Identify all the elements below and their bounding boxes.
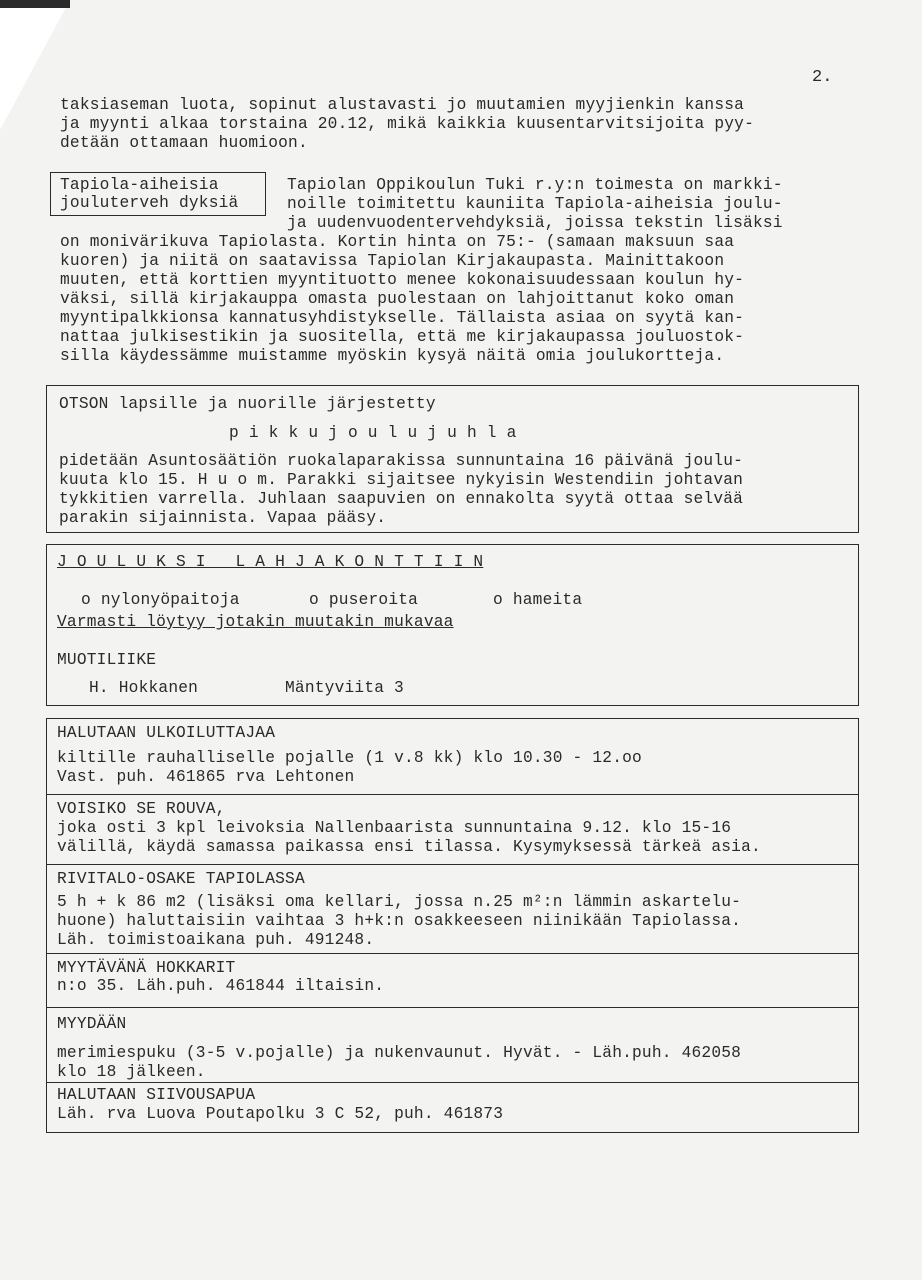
intro-line: ja myynti alkaa torstaina 20.12, mikä kaikkia kuusentarvitsijoita pyy- bbox=[60, 115, 754, 133]
tapiola-line: muuten, että korttien myyntituotto menee kokonaisuudessaan koulun hy- bbox=[60, 271, 745, 289]
ad-title: VOISIKO SE ROUVA, bbox=[57, 800, 226, 818]
tapiola-line: noille toimitettu kauniita Tapiola-aiheisia joulu- bbox=[287, 195, 783, 213]
tapiola-line: on monivärikuva Tapiolasta. Kortin hinta on 75:- (samaan maksuun saa bbox=[60, 233, 735, 251]
tapiola-line: silla käydessämme muistamme myöskin kysyä näitä omia joulukortteja. bbox=[60, 347, 725, 365]
ad-line: joka osti 3 kpl leivoksia Nallenbaarista sunnuntaina 9.12. klo 15-16 bbox=[57, 819, 732, 837]
otso-box bbox=[46, 385, 859, 533]
otso-line: tykkitien varrella. Juhlaan saapuvien on ennakolta syytä ottaa selvää bbox=[59, 490, 744, 508]
ad-line: 5 h + k 86 m2 (lisäksi oma kellari, jossa n.25 m²:n lämmin askartelu- bbox=[57, 893, 742, 911]
shop-owner: H. Hokkanen bbox=[89, 679, 199, 697]
ad-divider bbox=[47, 864, 858, 865]
tapiola-line: väksi, sillä kirjakauppa omasta puolestaan on lahjoittanut koko oman bbox=[60, 290, 735, 308]
ad-line: Läh. toimistoaikana puh. 491248. bbox=[57, 931, 375, 949]
ad-title: RIVITALO-OSAKE TAPIOLASSA bbox=[57, 870, 305, 888]
ad-title: MYYTÄVÄNÄ HOKKARIT bbox=[57, 959, 236, 977]
ad-line: Vast. puh. 461865 rva Lehtonen bbox=[57, 768, 355, 786]
ad-line: huone) haluttaisiin vaihtaa 3 h+k:n osakkeeseen niinikään Tapiolassa. bbox=[57, 912, 742, 930]
ad-line: kiltille rauhalliselle pojalle (1 v.8 kk) klo 10.30 - 12.oo bbox=[57, 749, 642, 767]
tapiola-heading-box bbox=[50, 172, 266, 216]
ad-divider bbox=[47, 1007, 858, 1008]
otso-line: kuuta klo 15. H u o m. Parakki sijaitsee nykyisin Westendiin johtavan bbox=[59, 471, 744, 489]
lahja-box bbox=[46, 544, 859, 706]
otso-line: pidetään Asuntosäätiön ruokalaparakissa sunnuntaina 16 päivänä joulu- bbox=[59, 452, 744, 470]
ad-line: välillä, käydä samassa paikassa ensi tilassa. Kysymyksessä tärkeä asia. bbox=[57, 838, 761, 856]
intro-line: detään ottamaan huomioon. bbox=[60, 134, 308, 152]
lahja-item: o puseroita bbox=[309, 591, 419, 609]
ad-title: MYYDÄÄN bbox=[57, 1015, 127, 1033]
ad-line: n:o 35. Läh.puh. 461844 iltaisin. bbox=[57, 977, 385, 995]
lahja-tagline: Varmasti löytyy jotakin muutakin mukavaa bbox=[57, 613, 454, 631]
tapiola-line: kuoren) ja niitä on saatavissa Tapiolan Kirjakaupasta. Mainittakoon bbox=[60, 252, 725, 270]
otso-title: p i k k u j o u l u j u h l a bbox=[229, 424, 517, 442]
ad-divider bbox=[47, 953, 858, 954]
ad-line: Läh. rva Luova Poutapolku 3 C 52, puh. 461873 bbox=[57, 1105, 504, 1123]
ad-divider bbox=[47, 794, 858, 795]
lahja-item: o hameita bbox=[493, 591, 583, 609]
ad-divider bbox=[47, 1082, 858, 1083]
otso-intro: OTSON lapsille ja nuorille järjestetty bbox=[59, 395, 436, 413]
tapiola-line: Tapiolan Oppikoulun Tuki r.y:n toimesta on markki- bbox=[287, 176, 783, 194]
tapiola-line: nattaa julkisestikin ja suositella, että me kirjakaupassa jouluostok- bbox=[60, 328, 745, 346]
ad-line: klo 18 jälkeen. bbox=[57, 1063, 206, 1081]
tapiola-heading: jouluterveh dyksiä bbox=[60, 194, 239, 212]
shop-address: Mäntyviita 3 bbox=[285, 679, 404, 697]
ad-title: HALUTAAN SIIVOUSAPUA bbox=[57, 1086, 256, 1104]
otso-line: parakin sijainnista. Vapaa pääsy. bbox=[59, 509, 387, 527]
intro-line: taksiaseman luota, sopinut alustavasti jo muutamien myyjienkin kanssa bbox=[60, 96, 745, 114]
tapiola-heading: Tapiola-aiheisia bbox=[60, 176, 219, 194]
ad-title: HALUTAAN ULKOILUTTAJAA bbox=[57, 724, 276, 742]
shop-name: MUOTILIIKE bbox=[57, 651, 157, 669]
ad-line: merimiespuku (3-5 v.pojalle) ja nukenvaunut. Hyvät. - Läh.puh. 462058 bbox=[57, 1044, 742, 1062]
lahja-title: J O U L U K S I L A H J A K O N T T I I N bbox=[57, 553, 484, 571]
page-number: 2. bbox=[812, 68, 833, 87]
classifieds-box bbox=[46, 718, 859, 1133]
tapiola-line: myyntipalkkionsa kannatusyhdistykselle. Tällaista asiaa on syytä kan- bbox=[60, 309, 745, 327]
tapiola-line: ja uudenvuodentervehdyksiä, joissa tekstin lisäksi bbox=[287, 214, 783, 232]
lahja-item: o nylonyöpaitoja bbox=[81, 591, 240, 609]
scan-edge bbox=[0, 0, 70, 8]
